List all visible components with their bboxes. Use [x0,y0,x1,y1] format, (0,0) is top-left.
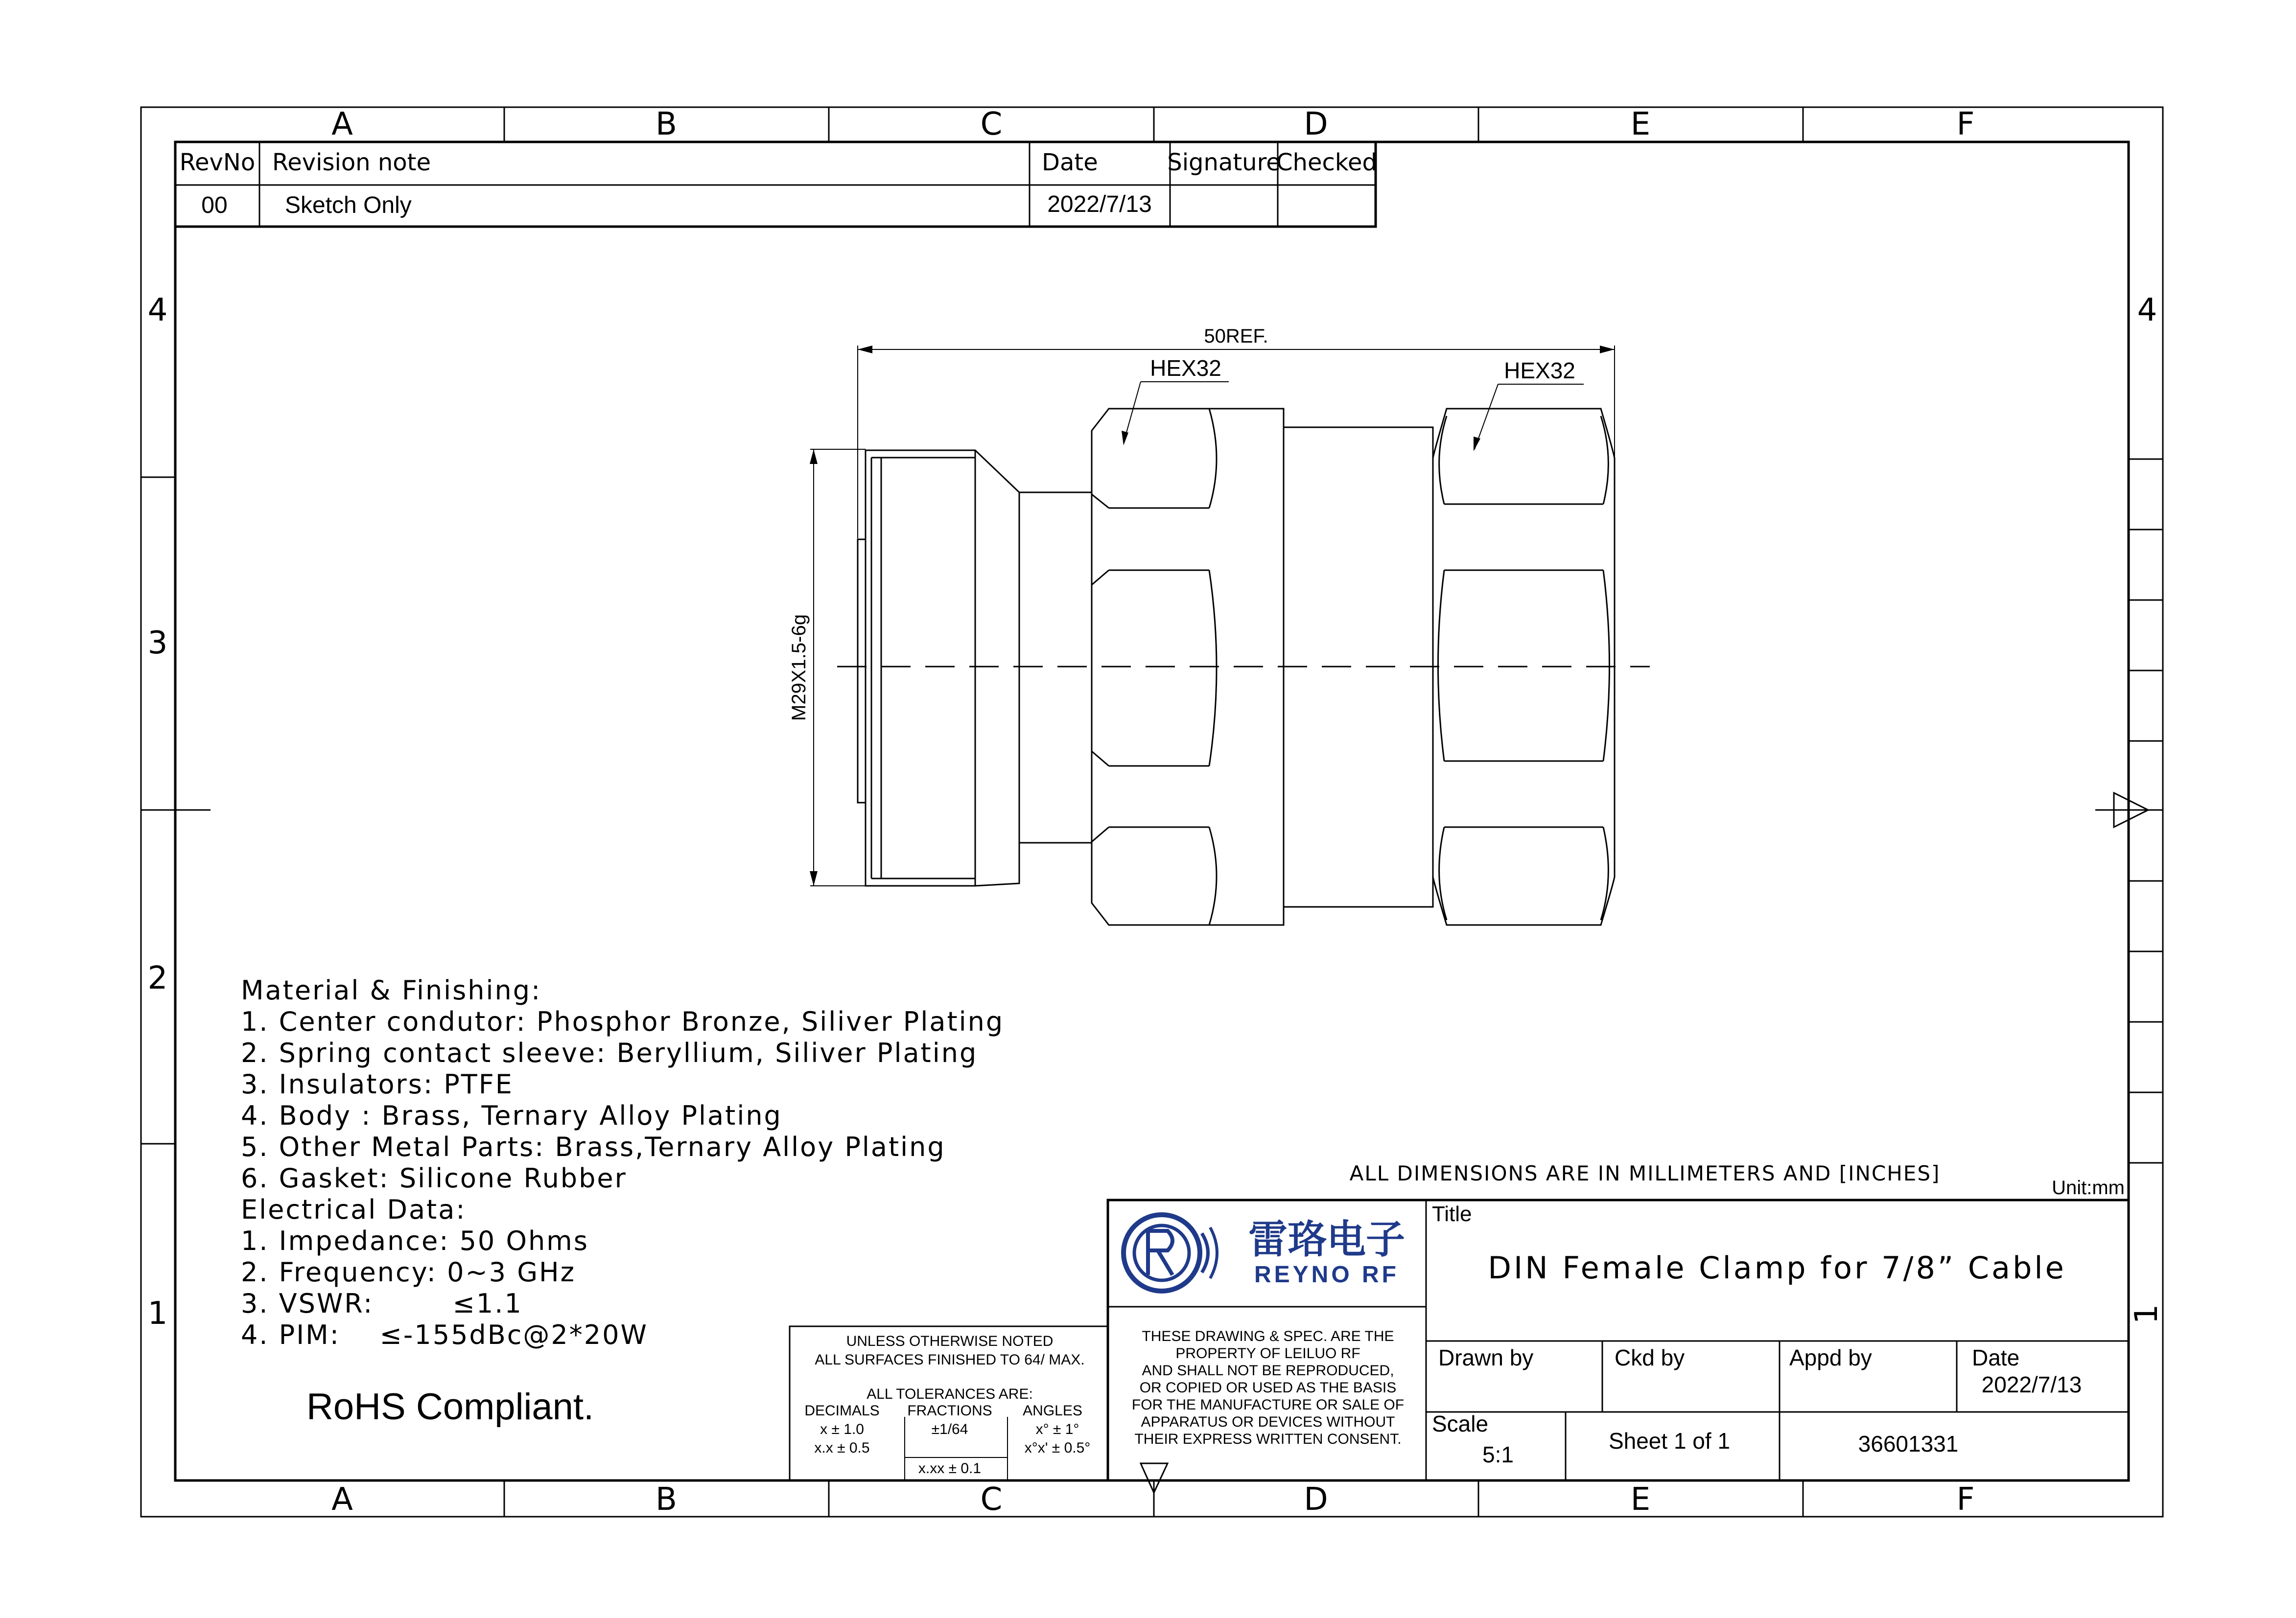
rev-cell-revno: 00 [201,192,228,218]
rev-header-revno: RevNo [179,149,256,176]
column-label-c: C [980,106,1003,142]
rev-header-checked: Checked [1276,149,1377,176]
rohs-statement: RoHS Compliant. [306,1386,594,1428]
tolerance-line-1: UNLESS OTHERWISE NOTED [846,1333,1054,1349]
note-line-11: 3. VSWR: ≤1.1 [241,1288,523,1319]
connector-part-drawing [837,409,1650,925]
appd-by-label: Appd by [1789,1345,1872,1370]
column-label-b-bottom: B [656,1481,677,1518]
drawing-title: DIN Female Clamp for 7/8” Cable [1488,1250,2066,1286]
rev-header-signature: Signature [1167,149,1281,176]
units-note: ALL DIMENSIONS ARE IN MILLIMETERS AND [INCHES] [1349,1161,1941,1185]
property-notice-4: OR COPIED OR USED AS THE BASIS [1139,1380,1397,1396]
tolerance-fraction-2: x.xx ± 0.1 [918,1460,982,1477]
column-label-f-bottom: F [1956,1481,1975,1518]
drawn-by-label: Drawn by [1438,1345,1534,1370]
property-notice-5: FOR THE MANUFACTURE OR SALE OF [1131,1397,1405,1413]
note-line-7: 6. Gasket: Silicone Rubber [241,1163,627,1194]
column-label-d-bottom: D [1304,1481,1328,1518]
title-label: Title [1432,1202,1472,1226]
column-label-d: D [1304,106,1328,142]
dimension-thread: M29X1.5-6g [788,614,810,721]
note-line-8: Electrical Data: [241,1194,467,1225]
reyno-logo-icon [1124,1215,1217,1291]
tolerance-fraction-1: ±1/64 [931,1421,968,1437]
note-line-9: 1. Impedance: 50 Ohms [241,1225,589,1256]
rev-header-date: Date [1042,149,1098,176]
tolerance-header-fractions: FRACTIONS [907,1403,992,1419]
unit-label: Unit:mm [2052,1177,2125,1199]
note-line-4: 3. Insulators: PTFE [241,1069,514,1100]
rev-header-note: Revision note [272,149,431,176]
note-line-6: 5. Other Metal Parts: Brass,Ternary Alloy Plating [241,1132,946,1162]
note-line-3: 2. Spring contact sleeve: Beryllium, Siliver Plating [241,1038,978,1068]
date-value: 2022/7/13 [1981,1372,2082,1397]
column-label-a: A [331,106,353,142]
note-line-2: 1. Center condutor: Phosphor Bronze, Siliver Plating [241,1006,1005,1037]
property-notice-7: THEIR EXPRESS WRITTEN CONSENT. [1134,1431,1402,1447]
tolerance-angle-1: x° ± 1° [1035,1421,1079,1437]
dimension-annotations [788,325,1615,886]
dimension-overall-length: 50REF. [1204,325,1268,347]
note-line-10: 2. Frequency: 0~3 GHz [241,1257,576,1288]
tolerance-angle-2: x°x' ± 0.5° [1024,1440,1091,1456]
part-number: 36601331 [1858,1431,1959,1456]
tolerance-block [790,1326,1108,1480]
column-label-b: B [656,106,677,142]
dimension-hex-right: HEX32 [1504,358,1575,383]
column-label-f: F [1956,106,1975,142]
row-label-3: 3 [147,625,168,661]
row-label-1: 1 [147,1295,168,1332]
property-notice-2: PROPERTY OF LEILUO RF [1175,1345,1360,1362]
column-label-e-bottom: E [1630,1481,1651,1518]
scale-value: 5:1 [1482,1442,1514,1467]
property-notice-6: APPARATUS OR DEVICES WITHOUT [1141,1414,1395,1430]
row-label-4-right: 4 [2137,292,2157,328]
row-label-2: 2 [147,960,168,996]
tolerance-header-angles: ANGLES [1023,1403,1082,1419]
rev-cell-date: 2022/7/13 [1047,191,1152,217]
title-block [1108,1161,2129,1480]
note-line-12: 4. PIM: ≤-155dBc@2*20W [241,1319,648,1350]
dimension-hex-left: HEX32 [1150,355,1221,381]
tolerance-decimal-1: x ± 1.0 [820,1421,864,1437]
tolerance-line-3: ALL TOLERANCES ARE: [867,1386,1033,1402]
note-line-5: 4. Body : Brass, Ternary Alloy Plating [241,1100,782,1131]
tolerance-line-2: ALL SURFACES FINISHED TO 64/ MAX. [815,1352,1085,1368]
column-label-a-bottom: A [331,1481,353,1518]
logo-english-name: REYNO RF [1254,1262,1400,1288]
property-notice-3: AND SHALL NOT BE REPRODUCED, [1142,1363,1394,1379]
logo-chinese-name: 雷珞电子 [1248,1217,1405,1262]
row-label-1-right: 1 [2129,1304,2165,1324]
note-line-1: Material & Finishing: [241,975,542,1006]
property-notice-1: THESE DRAWING & SPEC. ARE THE [1142,1328,1394,1344]
revision-table [175,142,1377,227]
row-label-4: 4 [147,292,168,328]
column-label-e: E [1630,106,1651,142]
ckd-by-label: Ckd by [1615,1345,1685,1370]
reyno-logo [1124,1215,1405,1291]
scale-label: Scale [1432,1411,1489,1436]
date-label: Date [1972,1345,2020,1370]
tolerance-decimal-2: x.x ± 0.5 [814,1440,870,1456]
column-label-c-bottom: C [980,1481,1003,1518]
rev-cell-note: Sketch Only [285,192,412,218]
sheet-number: Sheet 1 of 1 [1608,1428,1731,1454]
tolerance-header-decimals: DECIMALS [804,1403,880,1419]
